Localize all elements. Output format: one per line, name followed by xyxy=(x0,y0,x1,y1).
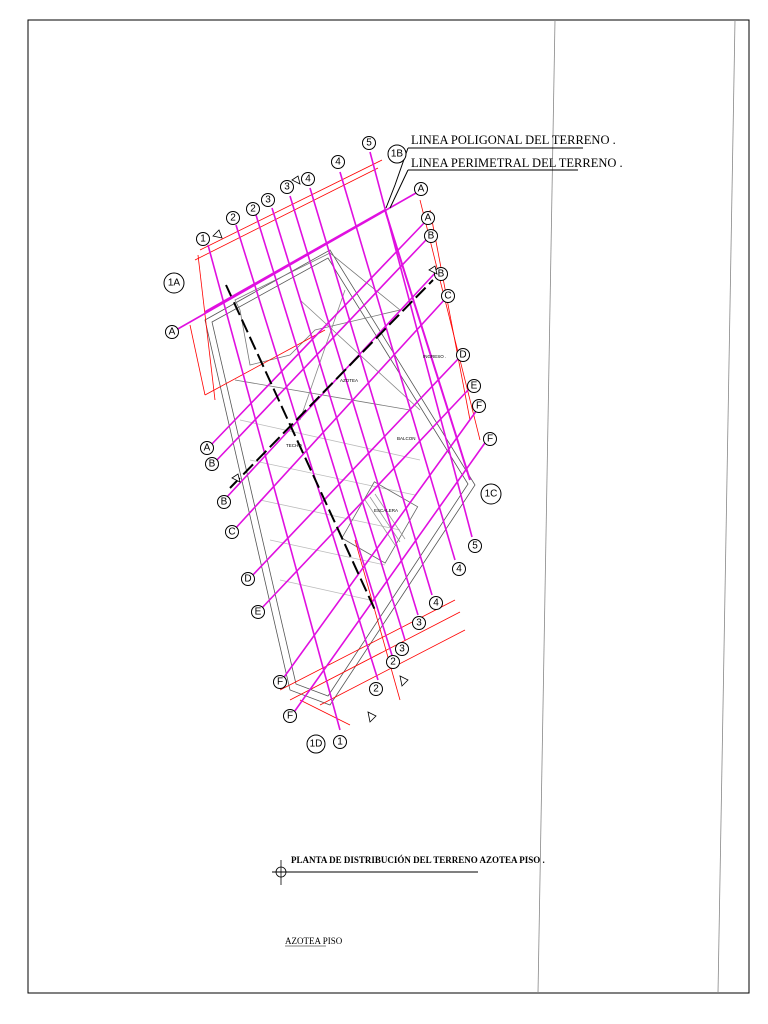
axis-bubble-left-E xyxy=(252,606,265,619)
axis-bubble-right-B1 xyxy=(425,230,438,243)
axis-bubble-left-C xyxy=(226,526,239,539)
svg-text:E: E xyxy=(254,606,262,618)
axis-4b xyxy=(340,172,455,560)
axis-F1 xyxy=(282,410,477,680)
axis-bubble-bottom-3a xyxy=(396,643,409,656)
svg-text:B: B xyxy=(427,230,435,242)
svg-text:A: A xyxy=(417,183,425,195)
axis-bubble-top-2b xyxy=(247,203,260,216)
axis-bubble-right-E xyxy=(468,380,481,393)
svg-text:3: 3 xyxy=(416,617,422,629)
axis-bubble-left-A2 xyxy=(201,442,214,455)
svg-text:D: D xyxy=(459,349,467,361)
axis-bubble-top-3b xyxy=(281,181,294,194)
axis-bubble-top-2a xyxy=(227,212,240,225)
svg-text:F: F xyxy=(286,710,294,722)
drawing-title: PLANTA DE DISTRIBUCIÓN DEL TERRENO AZOTEA PISO . xyxy=(291,855,545,865)
room-techo: TECHO xyxy=(286,443,302,448)
axis-bubble-left-B2 xyxy=(218,496,231,509)
svg-text:B: B xyxy=(208,458,216,470)
axis-bubble-right-F2 xyxy=(484,433,497,446)
svg-text:5: 5 xyxy=(472,540,478,552)
axis-bubble-left-F2 xyxy=(284,710,297,723)
corner-1D xyxy=(307,735,325,753)
svg-text:1: 1 xyxy=(200,233,206,245)
title-block xyxy=(272,855,545,946)
svg-text:F: F xyxy=(486,433,494,445)
svg-text:2: 2 xyxy=(373,683,379,695)
axis-bubble-right-F1 xyxy=(473,400,486,413)
legend-poligonal: LINEA POLIGONAL DEL TERRENO . xyxy=(411,133,616,147)
svg-text:D: D xyxy=(244,573,252,585)
corner-1C xyxy=(481,484,501,504)
axis-F2 xyxy=(292,440,487,715)
axis-bubble-bottom-2a xyxy=(370,683,383,696)
axis-bubble-bottom-2b xyxy=(387,656,400,669)
axis-D xyxy=(250,357,460,578)
axis-bubble-top-5 xyxy=(363,137,376,150)
svg-text:3: 3 xyxy=(399,643,405,655)
axis-bubble-bottom-3b xyxy=(413,617,426,630)
svg-text:1: 1 xyxy=(337,736,343,748)
axis-bubble-bottom-1 xyxy=(334,736,347,749)
room-azotea: AZOTEA xyxy=(340,378,359,383)
svg-text:A: A xyxy=(168,326,176,338)
axis-bubble-bottom-5 xyxy=(469,540,482,553)
svg-text:2: 2 xyxy=(230,212,236,224)
svg-text:A: A xyxy=(424,212,432,224)
axis-B1 xyxy=(215,240,426,462)
room-balcon: BALCON xyxy=(397,436,416,441)
svg-text:E: E xyxy=(470,380,478,392)
corner-1A xyxy=(164,273,184,293)
svg-text:1D: 1D xyxy=(309,738,323,750)
axis-bubble-left-D xyxy=(242,573,255,586)
axis-bubble-right-A2 xyxy=(422,212,435,225)
svg-text:F: F xyxy=(475,400,483,412)
axis-bubble-right-A1 xyxy=(415,183,428,196)
svg-text:C: C xyxy=(444,290,452,302)
axis-bubble-top-4a xyxy=(302,173,315,186)
svg-text:4: 4 xyxy=(456,563,462,575)
svg-text:2: 2 xyxy=(390,656,396,668)
room-escalera: ESCALERA xyxy=(374,508,399,513)
corner-1B xyxy=(388,145,406,163)
svg-text:A: A xyxy=(203,442,211,454)
svg-text:4: 4 xyxy=(335,156,341,168)
svg-text:1B: 1B xyxy=(390,148,404,160)
axis-bubble-left-B1 xyxy=(206,458,219,471)
drawing-subtitle: AZOTEA PISO xyxy=(285,936,343,946)
axis-bubble-left-A1 xyxy=(166,326,179,339)
axis-bubble-left-F1 xyxy=(274,676,287,689)
svg-text:3: 3 xyxy=(265,194,271,206)
svg-text:5: 5 xyxy=(366,137,372,149)
axis-bubble-bottom-4a xyxy=(430,597,443,610)
svg-text:1A: 1A xyxy=(167,277,181,289)
axis-bubble-right-D xyxy=(457,349,470,362)
svg-text:3: 3 xyxy=(284,181,290,193)
svg-text:F: F xyxy=(276,676,284,688)
svg-text:B: B xyxy=(437,268,445,280)
room-ingreso: INGRESO . xyxy=(423,354,447,359)
axis-1 xyxy=(208,245,340,730)
svg-text:B: B xyxy=(220,496,228,508)
axis-bubble-top-4b xyxy=(332,156,345,169)
axis-bubble-bottom-4b xyxy=(453,563,466,576)
svg-text:C: C xyxy=(228,526,236,538)
axis-bubble-top-1 xyxy=(197,233,210,246)
svg-text:2: 2 xyxy=(250,203,256,215)
legend-perimetral: LINEA PERIMETRAL DEL TERRENO . xyxy=(411,156,623,170)
axis-bubble-right-C xyxy=(442,290,455,303)
axis-bubble-top-3a xyxy=(262,194,275,207)
svg-text:4: 4 xyxy=(305,173,311,185)
svg-text:1C: 1C xyxy=(484,488,498,500)
svg-text:4: 4 xyxy=(433,597,439,609)
sheet-border xyxy=(28,20,749,993)
sheet-fold-line-2 xyxy=(718,20,735,993)
